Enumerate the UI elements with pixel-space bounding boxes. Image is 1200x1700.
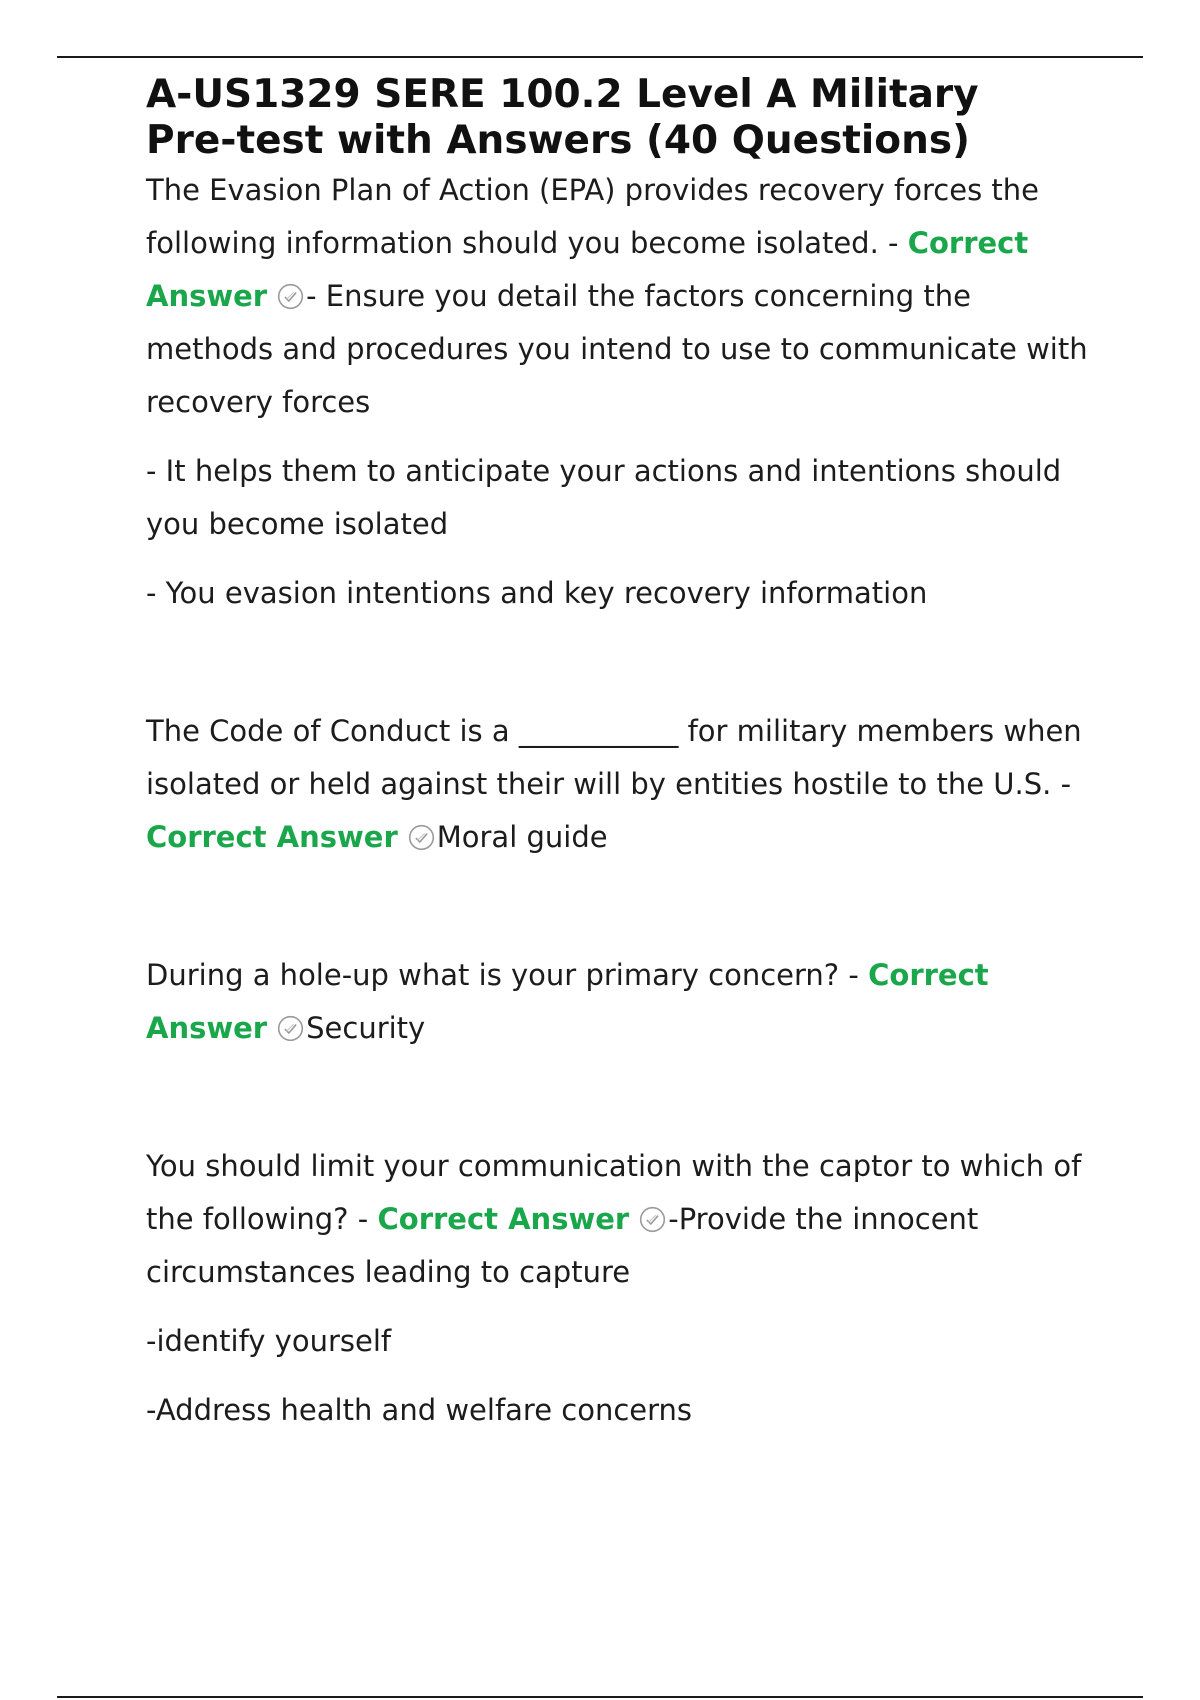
- correct-answer-label: Correct Answer: [146, 226, 1029, 313]
- answer-extra-line: - It helps them to anticipate your actions and intentions should you become isolated: [146, 454, 1062, 541]
- answer-text: Security: [306, 1011, 426, 1045]
- question-4: [146, 1140, 1096, 1299]
- title-line-2: Pre-test with Answers (40 Questions): [146, 118, 970, 163]
- answer-text: - Ensure you detail the factors concerning the methods and procedures you intend to use to communicate with recovery forces: [146, 279, 1088, 419]
- check-circle-icon: [408, 824, 435, 851]
- correct-answer-label: Correct Answer: [377, 1202, 630, 1236]
- correct-answer-label: Correct Answer: [146, 820, 398, 854]
- question-3: [146, 949, 1096, 1055]
- top-rule: [57, 56, 1143, 58]
- question-2: [146, 705, 1096, 864]
- check-circle-icon: [639, 1206, 666, 1233]
- page-content: [146, 72, 1096, 1437]
- check-circle-icon: [277, 1015, 304, 1042]
- question-text: The Code of Conduct is a ___________ for military members when isolated or held against their will by entities hostile to the U.S. -: [146, 714, 1082, 801]
- correct-answer-label: Correct Answer: [146, 958, 989, 1045]
- answer-text: -Provide the innocent circumstances leading to capture: [146, 1202, 979, 1289]
- title-line-1: A-US1329 SERE 100.2 Level A Military: [146, 72, 979, 117]
- question-text: The Evasion Plan of Action (EPA) provides recovery forces the following information should you become isolated. -: [146, 173, 1039, 260]
- bottom-rule: [57, 1696, 1143, 1698]
- check-circle-icon: [277, 283, 304, 310]
- answer-extra-line: -identify yourself: [146, 1324, 392, 1358]
- answer-text: Moral guide: [436, 820, 608, 854]
- answer-extra-line: -Address health and welfare concerns: [146, 1393, 693, 1427]
- question-1: [146, 164, 1096, 429]
- question-text: During a hole-up what is your primary concern? -: [146, 958, 869, 992]
- document-title: [146, 72, 1096, 164]
- answer-extra-line: - You evasion intentions and key recovery information: [146, 576, 928, 610]
- question-text: You should limit your communication with the captor to which of the following? -: [146, 1149, 1082, 1236]
